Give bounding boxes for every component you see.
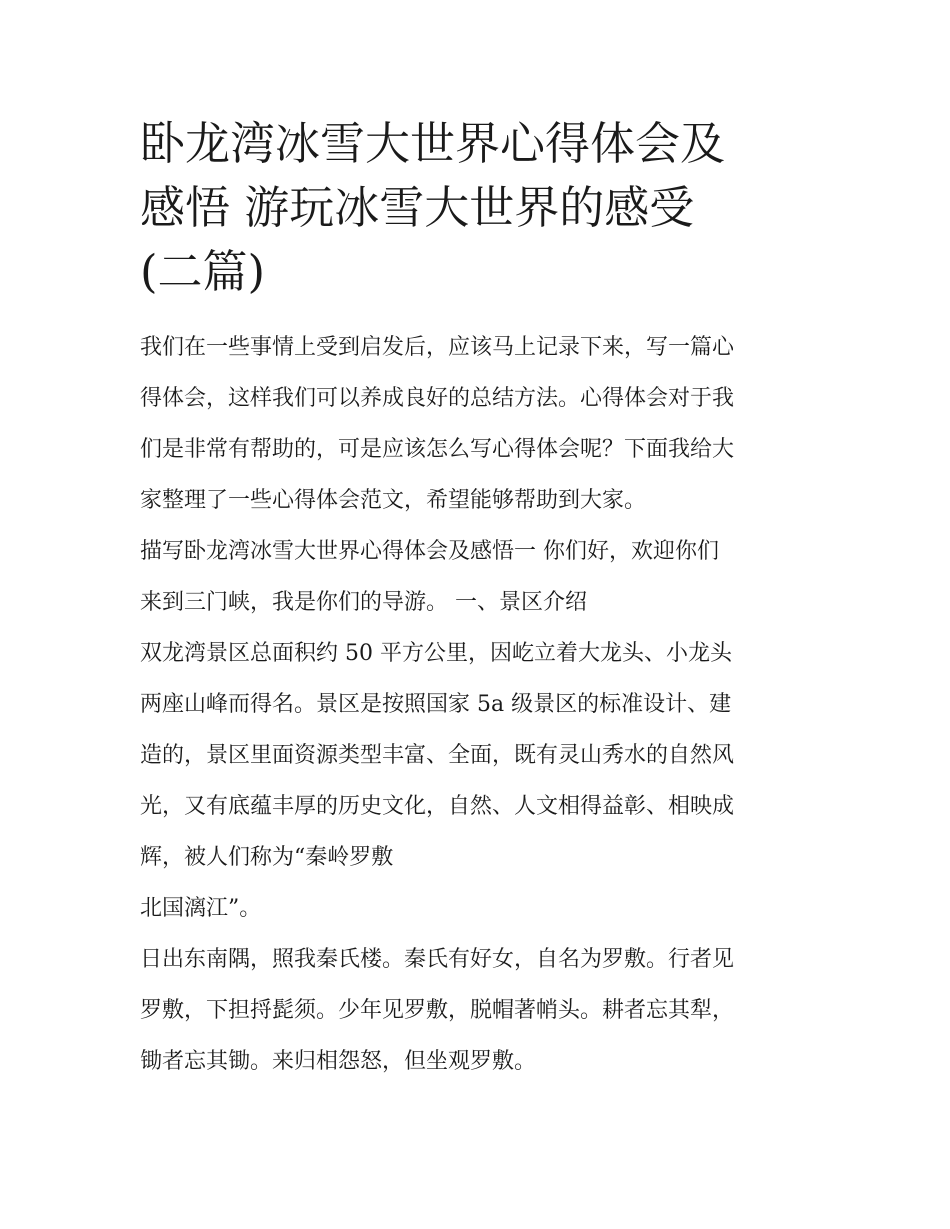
title-line: 感悟 游玩冰雪大世界的感受 — [140, 181, 695, 234]
text-line: 描写卧龙湾冰雪大世界心得体会及感悟一 你们好，欢迎你们 — [140, 539, 719, 564]
document-title — [140, 112, 830, 304]
paragraph-scenic-intro — [140, 628, 830, 934]
document-page — [140, 112, 830, 1087]
text-line: 辉，被人们称为“秦岭罗敷 — [140, 845, 394, 870]
paragraph-poem — [140, 934, 830, 1087]
text-line: 双龙湾景区总面积约 50 平方公里，因屹立着大龙头、小龙头 — [140, 641, 732, 666]
text-line: 北国漓江”。 — [140, 896, 262, 921]
title-line: 卧龙湾冰雪大世界心得体会及 — [140, 117, 726, 170]
text-line: 锄者忘其锄。来归相怨怒，但坐观罗敷。 — [140, 1049, 537, 1074]
text-line: 来到三门峡，我是你们的导游。 一、景区介绍 — [140, 590, 587, 615]
paragraph-intro — [140, 322, 830, 526]
text-line: 们是非常有帮助的，可是应该怎么写心得体会呢？下面我给大 — [140, 437, 735, 462]
text-line: 我们在一些事情上受到启发后，应该马上记录下来，写一篇心 — [140, 335, 735, 360]
text-line: 造的，景区里面资源类型丰富、全面，既有灵山秀水的自然风 — [140, 743, 735, 768]
text-line: 得体会，这样我们可以养成良好的总结方法。心得体会对于我 — [140, 386, 735, 411]
text-line: 光，又有底蕴丰厚的历史文化，自然、人文相得益彰、相映成 — [140, 794, 735, 819]
title-line: (二篇) — [140, 245, 266, 298]
text-line: 两座山峰而得名。景区是按照国家 5a 级景区的标准设计、建 — [140, 692, 732, 717]
text-line: 罗敷，下担捋髭须。少年见罗敷，脱帽著帩头。耕者忘其犁， — [140, 998, 735, 1023]
text-line: 日出东南隅，照我秦氏楼。秦氏有好女，自名为罗敷。行者见 — [140, 947, 735, 972]
paragraph-greeting — [140, 526, 830, 628]
document-body — [140, 322, 830, 1087]
text-line: 家整理了一些心得体会范文，希望能够帮助到大家。 — [140, 488, 647, 513]
